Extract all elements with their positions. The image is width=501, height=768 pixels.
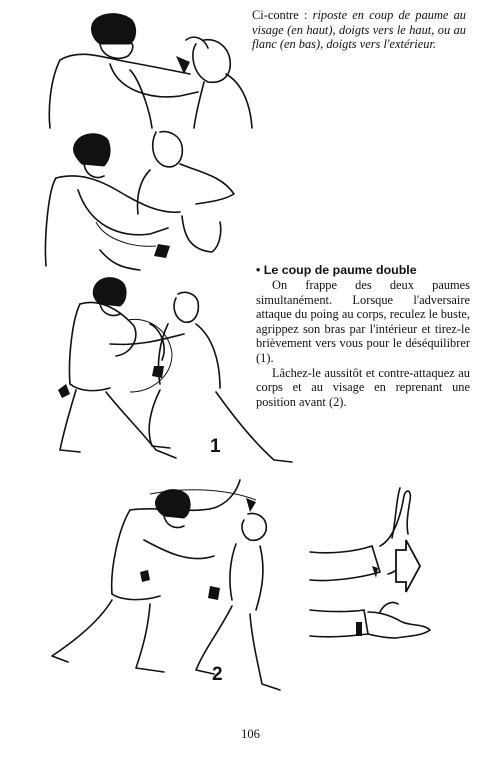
illustration-hand-detail xyxy=(310,488,430,638)
paragraph-1: On frappe des deux paumes simultanément. Lorsque l'adversaire attaque du poing au corps, reculez le buste, agrippez son bras par l'intérieur et tirez-le brièvement vers vous pour le déséquilibrer (1). xyxy=(256,278,470,365)
figure-label-1: 1 xyxy=(210,436,221,457)
paragraph-2: Lâchez-le aussitôt et contre-attaquez au corps et au visage en reprenant une position avant (2). xyxy=(256,365,470,409)
caption-text: riposte en coup de paume au visage (en haut), doigts vers le haut, ou au flanc (en bas), doigts vers l'extérieur. xyxy=(252,8,466,52)
figure-label-2: 2 xyxy=(212,664,223,685)
illustration-palm-strike-face xyxy=(49,14,252,128)
caption-prefix: Ci-contre : xyxy=(252,8,313,22)
heading-title: Le coup de paume double xyxy=(263,263,417,277)
illustration-double-palm-step-2 xyxy=(52,480,280,690)
heading-bullet: • xyxy=(256,263,261,277)
illustration-palm-strike-flank xyxy=(45,132,234,270)
section-body xyxy=(256,278,470,409)
page-number: 106 xyxy=(241,727,260,741)
figure-caption xyxy=(252,8,466,52)
section-heading xyxy=(256,263,470,277)
